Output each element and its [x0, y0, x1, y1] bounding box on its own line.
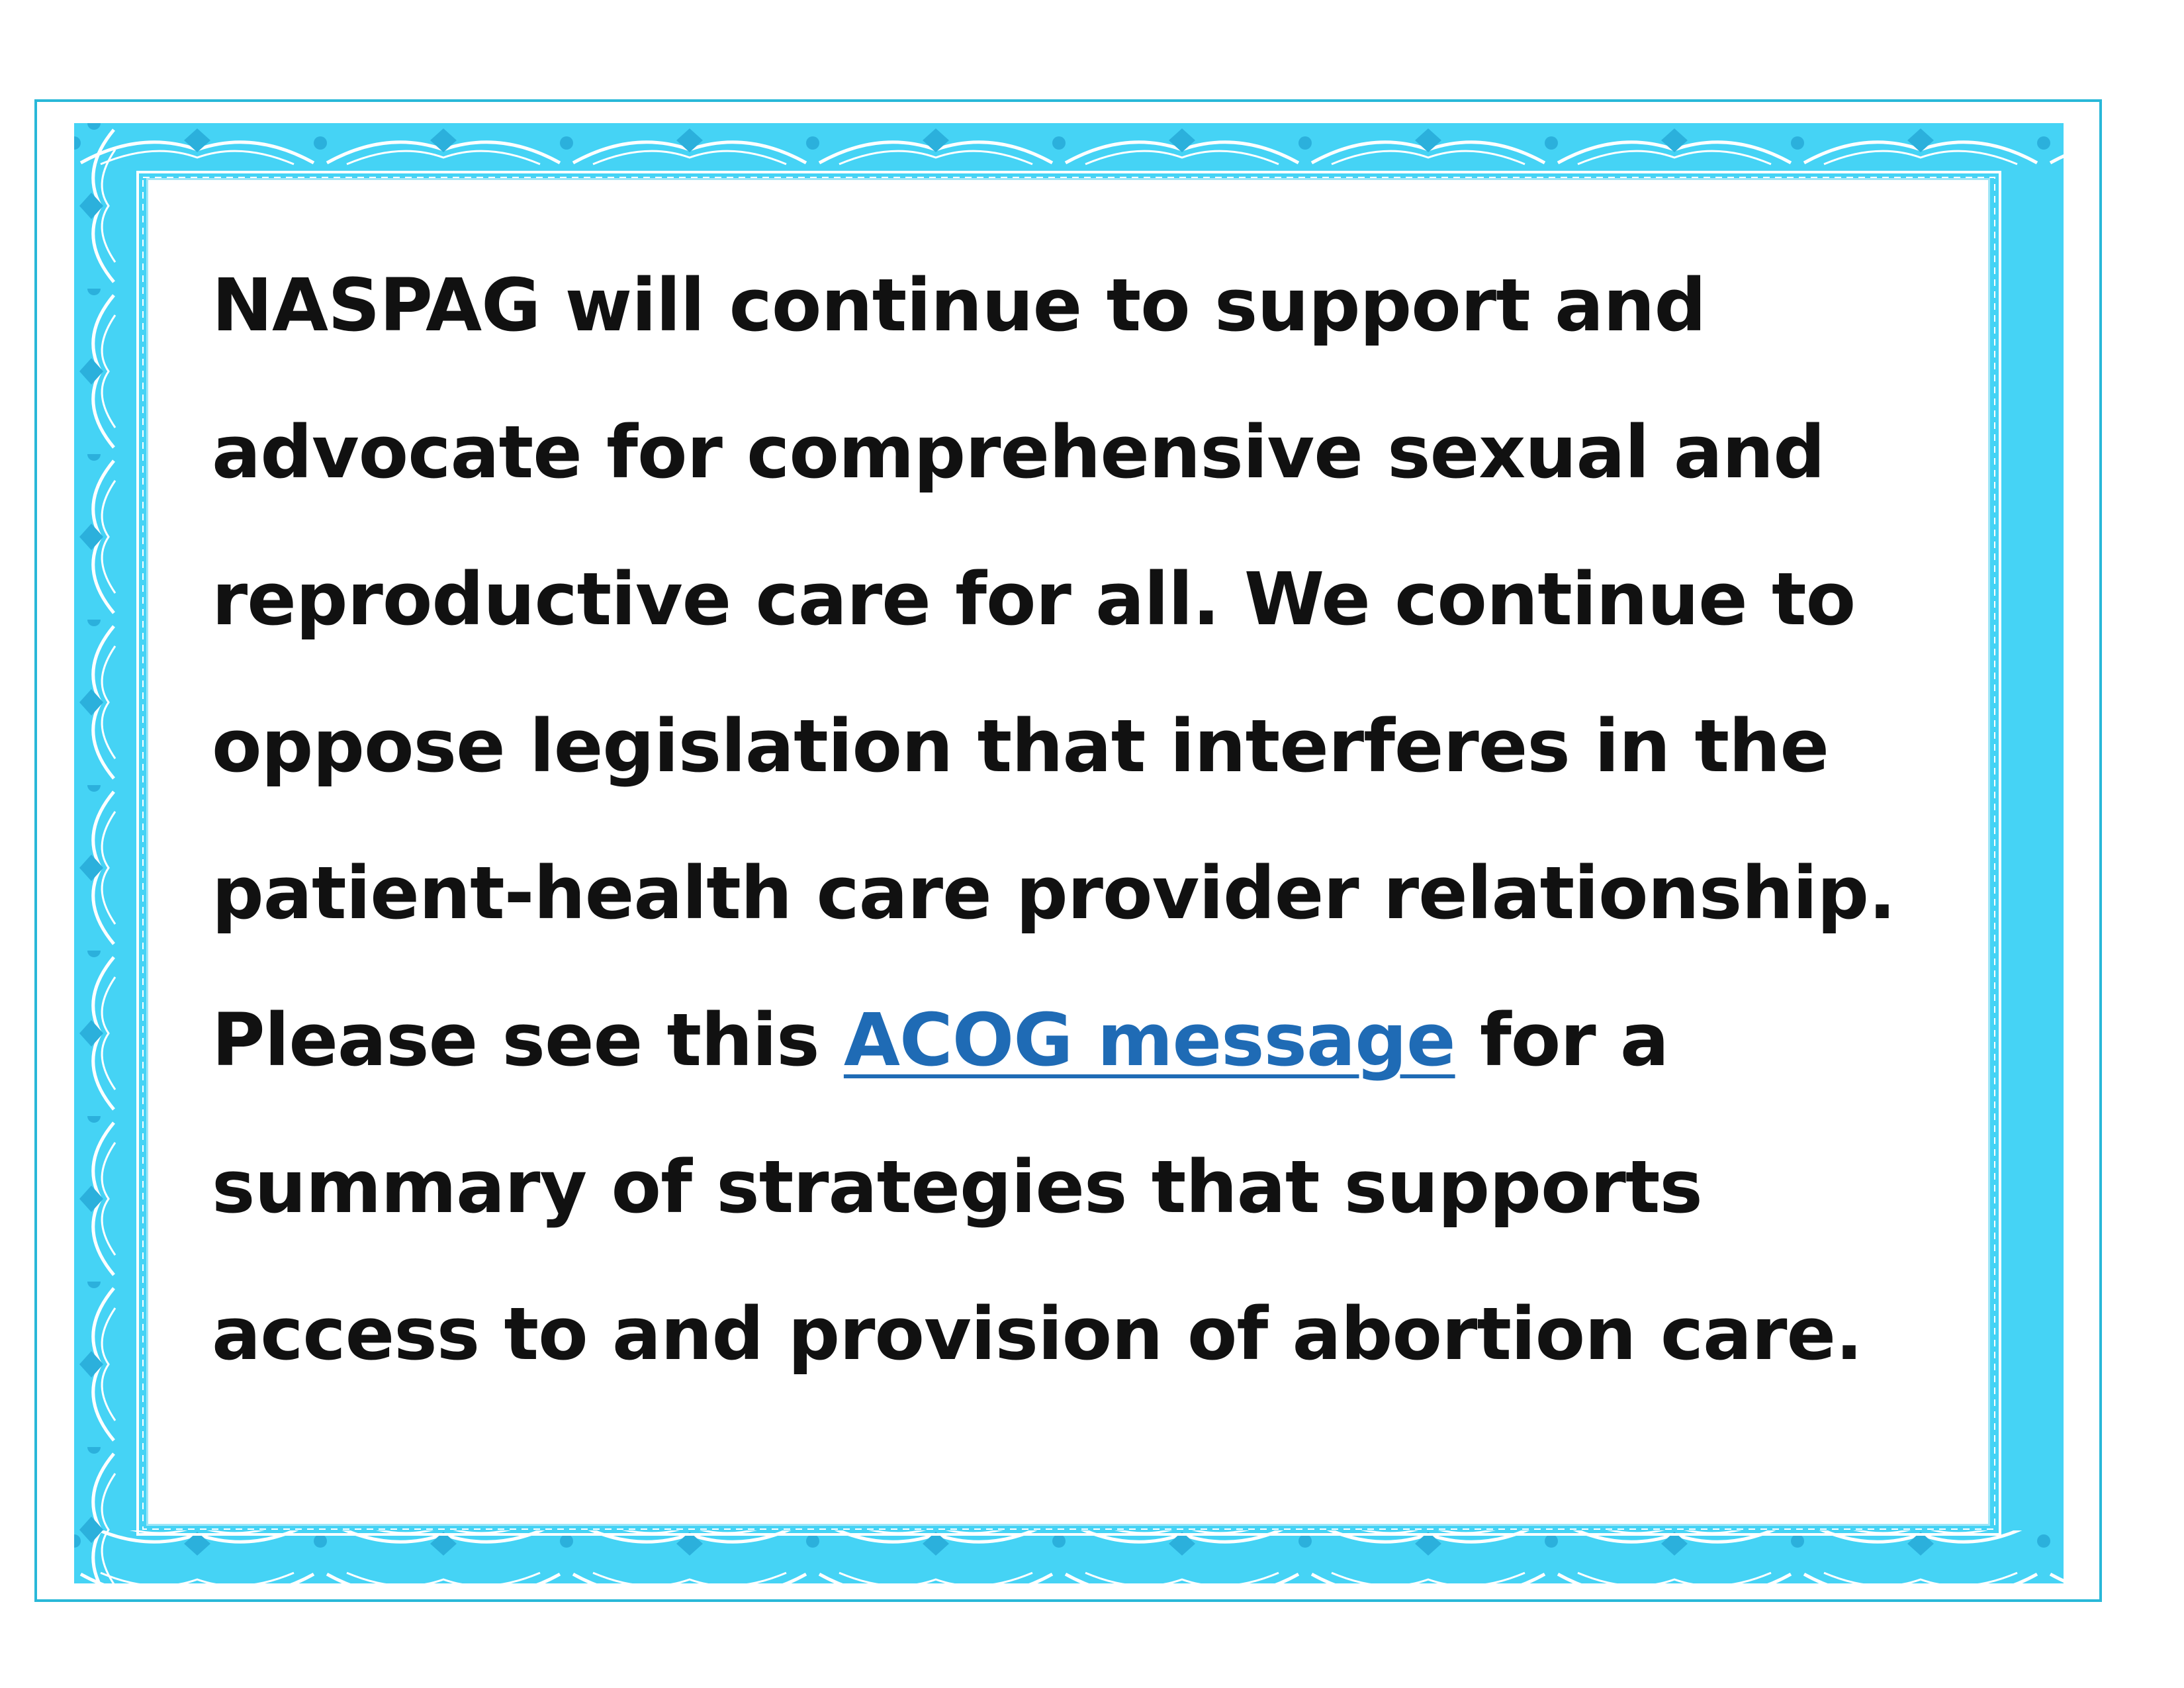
statement-line-4: oppose legislation that interferes in the: [212, 704, 1829, 788]
statement-line-3: reproductive care for all. We continue to: [212, 557, 1856, 641]
acog-message-link[interactable]: ACOG message: [843, 998, 1455, 1082]
statement-line-7: summary of strategies that supports: [212, 1145, 1702, 1229]
statement-line-2: advocate for comprehensive sexual and: [212, 410, 1825, 494]
statement-line-6: [212, 966, 1946, 1113]
statement-line-6-before: Please see this: [212, 998, 844, 1082]
statement-line-5: patient-health care provider relationship.: [212, 851, 1895, 935]
statement-line-8: access to and provision of abortion care.: [212, 1291, 1862, 1376]
statement-line-6-after: for a: [1455, 998, 1669, 1082]
statement-line-1: NASPAG will continue to support and: [212, 263, 1706, 348]
statement-text: [212, 232, 1946, 1407]
